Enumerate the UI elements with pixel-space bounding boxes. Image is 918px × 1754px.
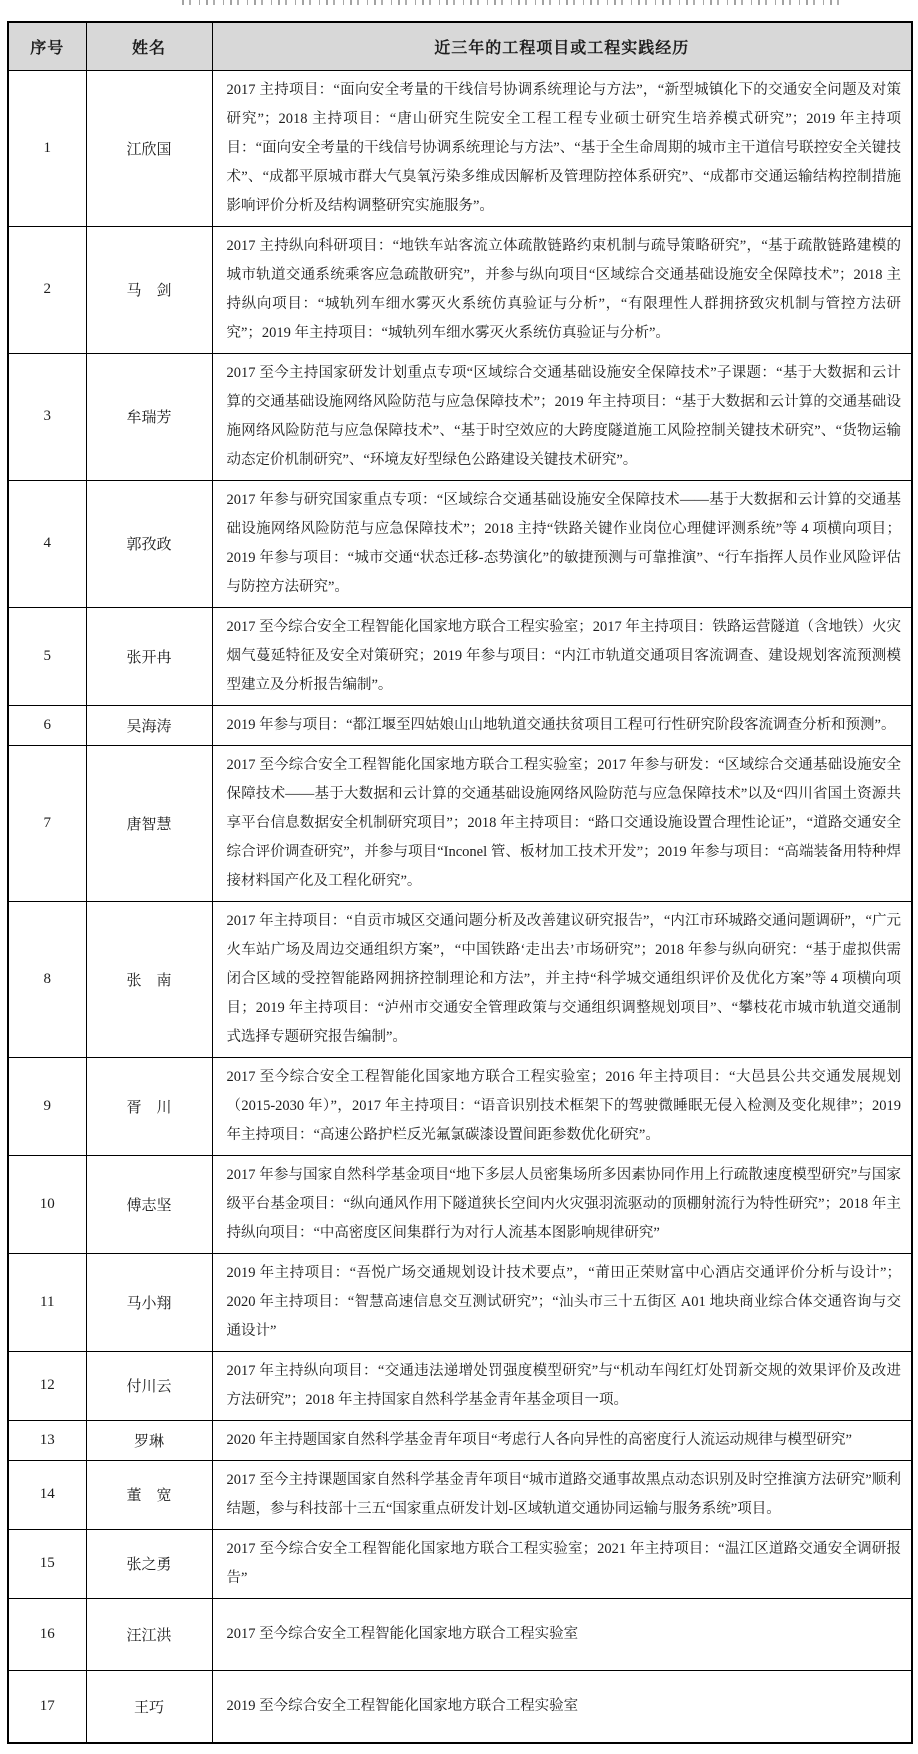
name-cell: 董 宽 <box>86 1460 212 1529</box>
experience-cell: 2017 至今综合安全工程智能化国家地方联合工程实验室；2017 年主持项目：铁路运营隧道（含地铁）火灾烟气蔓延特征及安全对策研究；2019 年参与项目：“内江市轨道交通项目客流调查、建设规划客流预测模型建立及分析报告编制”。 <box>212 607 912 705</box>
serial-number-cell: 16 <box>8 1598 86 1670</box>
serial-number-cell: 17 <box>8 1670 86 1743</box>
experience-cell: 2020 年主持题国家自然科学基金青年项目“考虑行人各向异性的高密度行人流运动规律与模型研究” <box>212 1420 912 1460</box>
experience-cell: 2017 至今主持课题国家自然科学基金青年项目“城市道路交通事故黑点动态识别及时空推演方法研究”顺利结题，参与科技部十三五“国家重点研发计划-区域轨道交通协同运输与服务系统”项目。 <box>212 1460 912 1529</box>
header-experience: 近三年的工程项目或工程实践经历 <box>212 22 912 70</box>
table-row <box>8 1155 912 1253</box>
serial-number-cell: 5 <box>8 607 86 705</box>
experience-cell: 2017 至今综合安全工程智能化国家地方联合工程实验室；2016 年主持项目：“大邑县公共交通发展规划（2015-2030 年）”，2017 年主持项目：“语音识别技术框架下的驾驶微睡眠无侵入检测及变化规律”；2019 年主持项目：“高速公路护栏反光氟氯碳漆设置间距参数优化研究”。 <box>212 1057 912 1155</box>
table-row <box>8 1351 912 1420</box>
table-row <box>8 607 912 705</box>
cropped-caption-fragments <box>182 0 841 5</box>
serial-number-cell: 10 <box>8 1155 86 1253</box>
experience-cell: 2017 年主持纵向项目：“交通违法递增处罚强度模型研究”与“机动车闯红灯处罚新交规的效果评价及改进方法研究”；2018 年主持国家自然科学基金青年基金项目一项。 <box>212 1351 912 1420</box>
serial-number-cell: 3 <box>8 353 86 480</box>
serial-number-cell: 8 <box>8 901 86 1057</box>
table-row <box>8 901 912 1057</box>
serial-number-cell: 4 <box>8 480 86 607</box>
experience-cell: 2017 至今综合安全工程智能化国家地方联合工程实验室；2017 年参与研发：“区域综合交通基础设施安全保障技术——基于大数据和云计算的交通基础设施网络风险防范与应急保障技术”以及“四川省国土资源共享平台信息数据安全机制研究项目”；2018 年主持项目：“路口交通设施设置合理性论证”，“道路交通安全综合评价调查研究”，并参与项目“Inconel 管、板材加工技术开发”；2019 年参与项目：“高端装备用特种焊接材料国产化及工程化研究”。 <box>212 745 912 901</box>
name-cell: 吴海涛 <box>86 705 212 745</box>
experience-cell: 2017 年参与研究国家重点专项：“区域综合交通基础设施安全保障技术——基于大数据和云计算的交通基础设施网络风险防范与应急保障技术”；2018 主持“铁路关键作业岗位心理健评测系统”等 4 项横向项目；2019 年参与项目：“城市交通“状态迁移-态势演化”的敏捷预测与可靠推演”、“行车指挥人员作业风险评估与防控方法研究”。 <box>212 480 912 607</box>
name-cell: 江欣国 <box>86 70 212 226</box>
name-cell: 张开冉 <box>86 607 212 705</box>
table-row <box>8 1057 912 1155</box>
name-cell: 胥 川 <box>86 1057 212 1155</box>
serial-number-cell: 2 <box>8 226 86 353</box>
experience-cell: 2019 年参与项目：“都江堰至四姑娘山山地轨道交通扶贫项目工程可行性研究阶段客流调查分析和预测”。 <box>212 705 912 745</box>
experience-cell: 2017 至今主持国家研发计划重点专项“区域综合交通基础设施安全保障技术”子课题：“基于大数据和云计算的交通基础设施网络风险防范与应急保障技术”；2019 年主持项目：“基于大数据和云计算的交通基础设施网络风险防范与应急保障技术”、“基于时空效应的大跨度隧道施工风险控制关键技术研究”、“货物运输动态定价机制研究”、“环境友好型绿色公路建设关键技术研究”。 <box>212 353 912 480</box>
serial-number-cell: 9 <box>8 1057 86 1155</box>
name-cell: 张 南 <box>86 901 212 1057</box>
table-row <box>8 1670 912 1743</box>
table-row <box>8 1253 912 1351</box>
name-cell: 马 剑 <box>86 226 212 353</box>
name-cell: 王巧 <box>86 1670 212 1743</box>
table-header-row <box>8 22 912 70</box>
experience-cell: 2017 至今综合安全工程智能化国家地方联合工程实验室；2021 年主持项目：“温江区道路交通安全调研报告” <box>212 1529 912 1598</box>
table-row <box>8 480 912 607</box>
serial-number-cell: 1 <box>8 70 86 226</box>
experience-cell: 2017 至今综合安全工程智能化国家地方联合工程实验室 <box>212 1598 912 1670</box>
experience-cell: 2017 主持项目：“面向安全考量的干线信号协调系统理论与方法”，“新型城镇化下的交通安全问题及对策研究”；2018 主持项目：“唐山研究生院安全工程工程专业硕士研究生培养模式研究”；2019 年主持项目：“面向安全考量的干线信号协调系统理论与方法”、“基于全生命周期的城市主干道信号联控安全关键技术”、“成都平原城市群大气臭氧污染多维成因解析及管理防控体系研究”、“成都市交通运输结构控制措施影响评价分析及结构调整研究实施服务”。 <box>212 70 912 226</box>
experience-cell: 2019 年主持项目：“吾悦广场交通规划设计技术要点”，“莆田正荣财富中心酒店交通评价分析与设计”；2020 年主持项目：“智慧高速信息交互测试研究”；“汕头市三十五街区 A01 地块商业综合体交通咨询与交通设计” <box>212 1253 912 1351</box>
faculty-project-table <box>7 21 913 1744</box>
serial-number-cell: 11 <box>8 1253 86 1351</box>
table-row <box>8 705 912 745</box>
experience-cell: 2017 年主持项目：“自贡市城区交通问题分析及改善建议研究报告”，“内江市环城路交通问题调研”，“广元火车站广场及周边交通组织方案”，“中国铁路‘走出去’市场研究”；2018 年参与纵向研究：“基于虚拟供需闭合区域的受控智能路网拥挤控制理论和方法”，并主持“科学城交通组织评价及优化方案”等 4 项横向项目；2019 年主持项目：“泸州市交通安全管理政策与交通组织调整规划项目”、“攀枝花市城市轨道交通制式选择专题研究报告编制”。 <box>212 901 912 1057</box>
header-serial-number: 序号 <box>8 22 86 70</box>
table-row <box>8 745 912 901</box>
table-body <box>8 70 912 1743</box>
experience-cell: 2019 至今综合安全工程智能化国家地方联合工程实验室 <box>212 1670 912 1743</box>
header-name: 姓名 <box>86 22 212 70</box>
name-cell: 傅志坚 <box>86 1155 212 1253</box>
experience-cell: 2017 年参与国家自然科学基金项目“地下多层人员密集场所多因素协同作用上行疏散速度模型研究”与国家级平台基金项目：“纵向通风作用下隧道狭长空间内火灾强羽流驱动的顶棚射流行为特性研究”；2018 年主持纵向项目：“中高密度区间集群行为对行人流基本图影响规律研究” <box>212 1155 912 1253</box>
name-cell: 牟瑞芳 <box>86 353 212 480</box>
table-row <box>8 1529 912 1598</box>
experience-cell: 2017 主持纵向科研项目：“地铁车站客流立体疏散链路约束机制与疏导策略研究”，“基于疏散链路建模的城市轨道交通系统乘客应急疏散研究”，并参与纵向项目“区域综合交通基础设施安全保障技术”；2018 主持纵向项目：“城轨列车细水雾灭火系统仿真验证与分析”，“有限理性人群拥挤致灾机制与管控方法研究”；2019 年主持项目：“城轨列车细水雾灭火系统仿真验证与分析”。 <box>212 226 912 353</box>
table-row <box>8 70 912 226</box>
name-cell: 马小翔 <box>86 1253 212 1351</box>
serial-number-cell: 13 <box>8 1420 86 1460</box>
table-row <box>8 226 912 353</box>
serial-number-cell: 7 <box>8 745 86 901</box>
table-row <box>8 353 912 480</box>
name-cell: 唐智慧 <box>86 745 212 901</box>
serial-number-cell: 15 <box>8 1529 86 1598</box>
serial-number-cell: 12 <box>8 1351 86 1420</box>
table-row <box>8 1460 912 1529</box>
name-cell: 汪江洪 <box>86 1598 212 1670</box>
name-cell: 罗琳 <box>86 1420 212 1460</box>
name-cell: 郭孜政 <box>86 480 212 607</box>
table-row <box>8 1420 912 1460</box>
serial-number-cell: 6 <box>8 705 86 745</box>
serial-number-cell: 14 <box>8 1460 86 1529</box>
name-cell: 张之勇 <box>86 1529 212 1598</box>
name-cell: 付川云 <box>86 1351 212 1420</box>
table-row <box>8 1598 912 1670</box>
